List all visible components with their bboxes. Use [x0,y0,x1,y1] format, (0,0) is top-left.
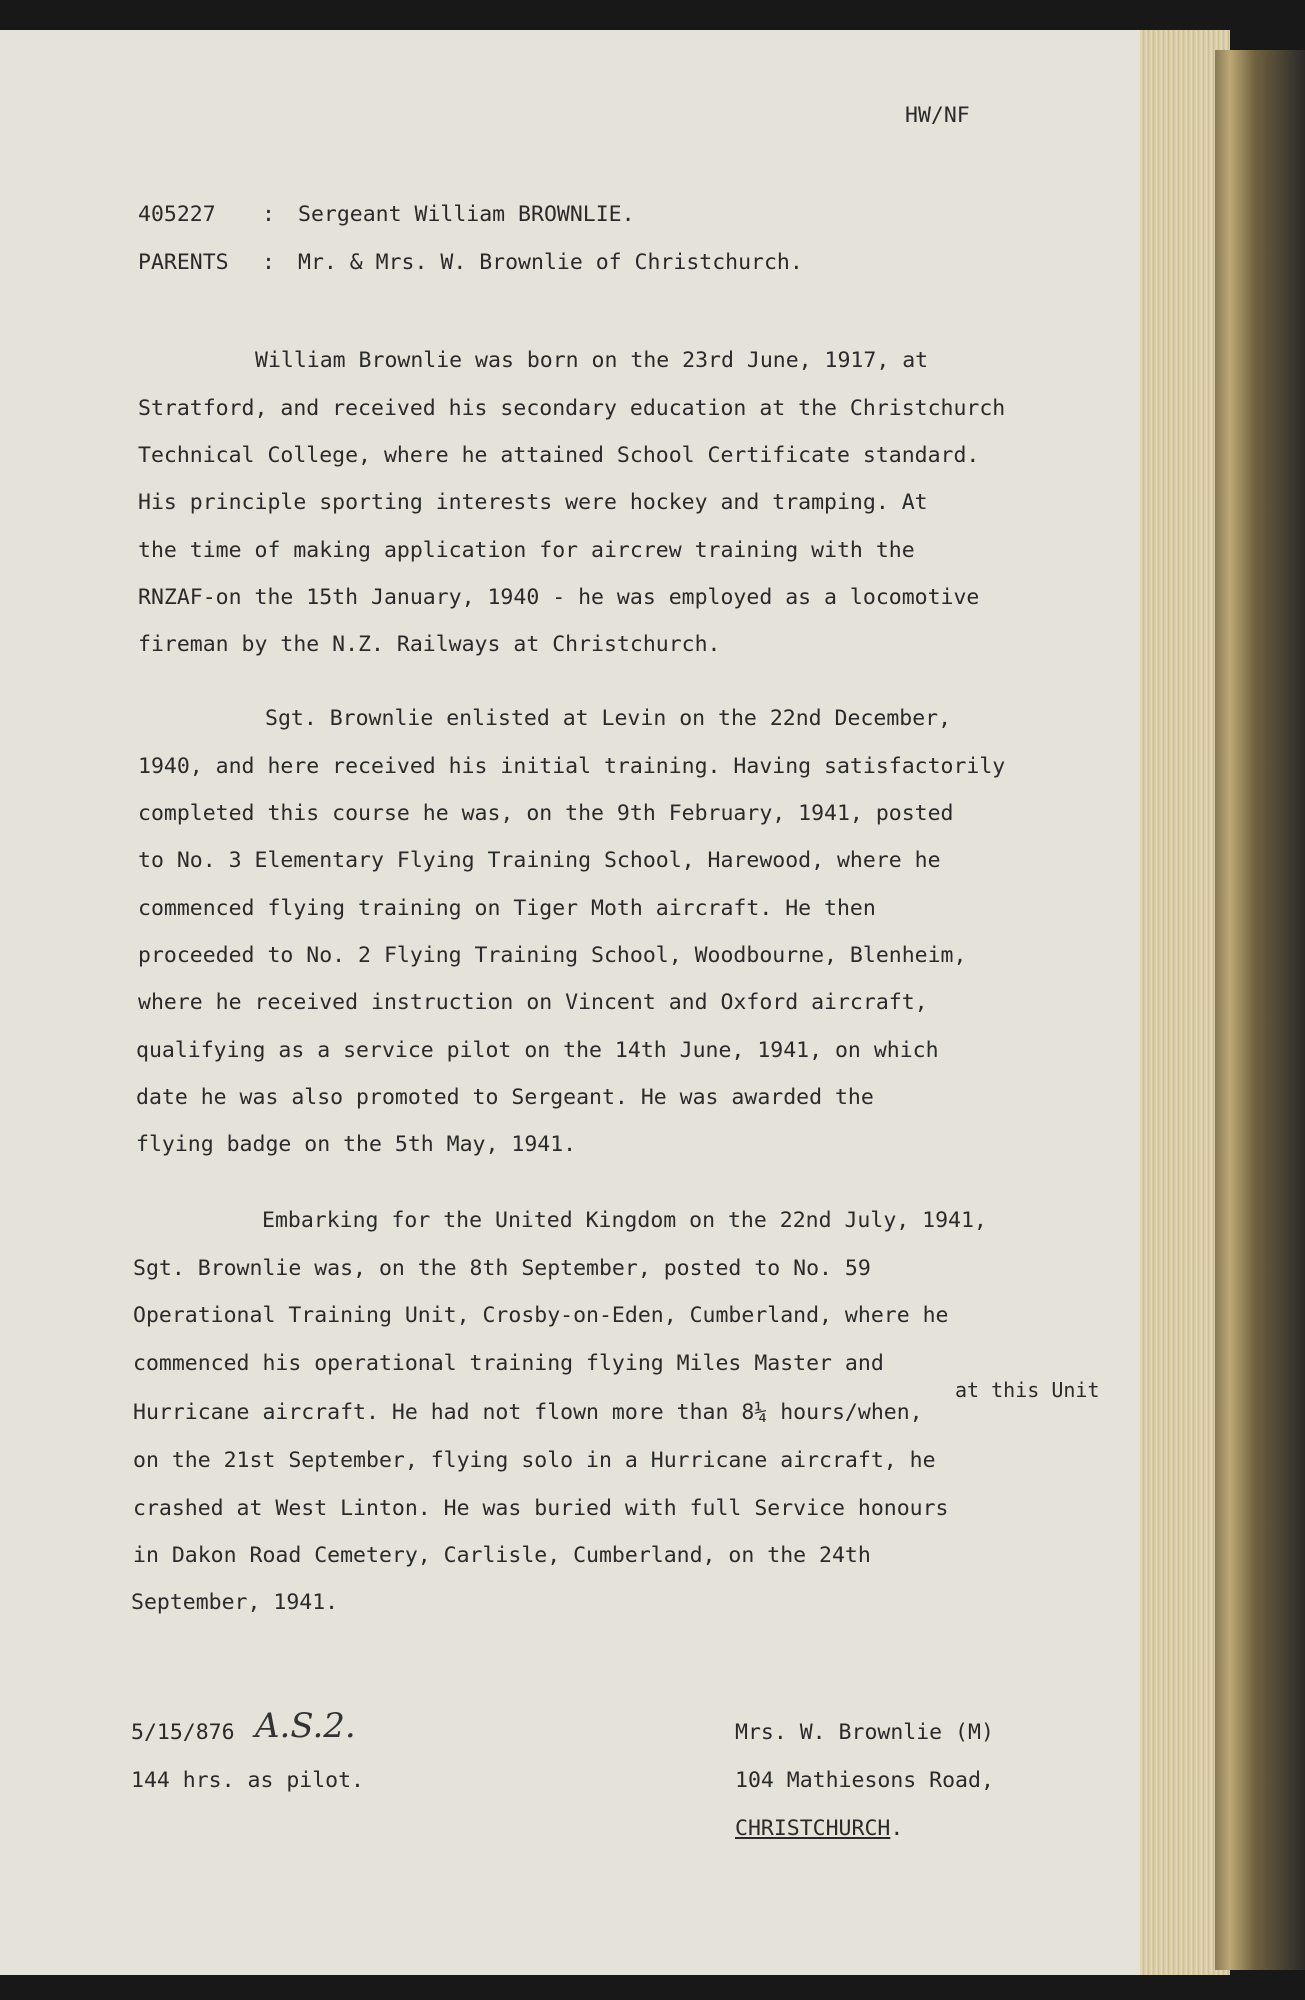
para2-line-9: date he was also promoted to Sergeant. He was awarded the [136,1085,874,1110]
para3-line-6: on the 21st September, flying solo in a Hurricane aircraft, he [133,1448,936,1473]
address-name: Mrs. W. Brownlie (M) [735,1720,994,1745]
colon-2: : [262,250,275,275]
para3-line-4: commenced his operational training flying Miles Master and [133,1351,884,1376]
document-page [0,30,1140,1975]
book-spine [1215,50,1305,1970]
airman-name: Sergeant William BROWNLIE. [298,202,635,227]
para2-line-7: where he received instruction on Vincent and Oxford aircraft, [138,990,928,1015]
para1-line-2: Stratford, and received his secondary education at the Christchurch [138,396,1006,421]
para2-line-10: flying badge on the 5th May, 1941. [136,1132,577,1157]
file-reference: HW/NF [905,103,970,128]
para2-line-8: qualifying as a service pilot on the 14th June, 1941, on which [136,1038,939,1063]
para2-line-1: Sgt. Brownlie enlisted at Levin on the 22nd December, [265,706,952,731]
parents-label: PARENTS [138,250,229,275]
para1-line-1: William Brownlie was born on the 23rd June, 1917, at [255,348,929,373]
para2-line-2: 1940, and here received his initial training. Having satisfactorily [138,754,1006,779]
para3-line-7: crashed at West Linton. He was buried with full Service honours [133,1496,949,1521]
para3-line-5: Hurricane aircraft. He had not flown more than 8¼ hours/when, [133,1400,923,1425]
parents-value: Mr. & Mrs. W. Brownlie of Christchurch. [298,250,803,275]
address-street: 104 Mathiesons Road, [735,1768,994,1793]
para3-line-9: September, 1941. [131,1590,339,1615]
para3-line-8: in Dakon Road Cemetery, Carlisle, Cumberland, on the 24th [133,1543,871,1568]
para2-line-6: proceeded to No. 2 Flying Training School, Woodbourne, Blenheim, [138,943,967,968]
para2-line-5: commenced flying training on Tiger Moth aircraft. He then [138,896,876,921]
service-number: 405227 [138,202,216,227]
file-number: 5/15/876 [131,1720,235,1745]
para1-line-4: His principle sporting interests were hockey and tramping. At [138,490,928,515]
para3-line-1: Embarking for the United Kingdom on the 22nd July, 1941, [262,1208,987,1233]
para3-line-3: Operational Training Unit, Crosby-on-Eden, Cumberland, where he [133,1303,949,1328]
para1-line-6: RNZAF-on the 15th January, 1940 - he was employed as a locomotive [138,585,980,610]
address-city-punct: . [890,1816,904,1841]
hours-note: 144 hrs. as pilot. [131,1768,364,1793]
para3-line-2: Sgt. Brownlie was, on the 8th September, posted to No. 59 [133,1256,871,1281]
para2-line-4: to No. 3 Elementary Flying Training School, Harewood, where he [138,848,941,873]
handwritten-note: A.S.2. [255,1706,356,1746]
insertion-note: at this Unit [955,1378,1100,1402]
colon-1: : [262,202,275,227]
address-city: CHRISTCHURCH [735,1816,891,1841]
para1-line-3: Technical College, where he attained School Certificate standard. [138,443,980,468]
address-city-line [735,1816,903,1841]
para1-line-5: the time of making application for aircrew training with the [138,538,915,563]
para2-line-3: completed this course he was, on the 9th February, 1941, posted [138,801,954,826]
para1-line-7: fireman by the N.Z. Railways at Christchurch. [138,632,721,657]
